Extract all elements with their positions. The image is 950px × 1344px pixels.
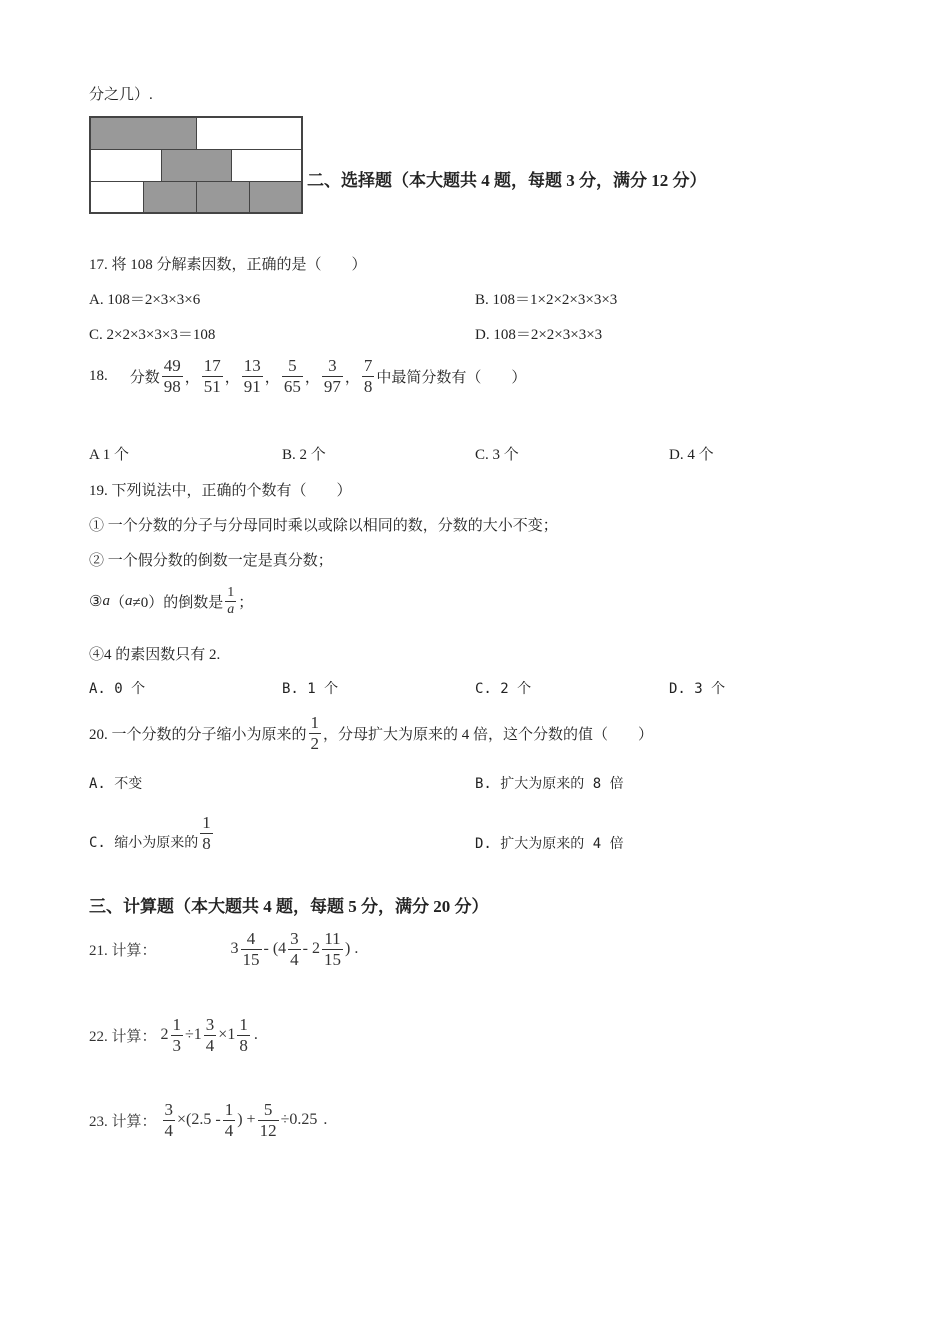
q19-statement-2: ② 一个假分数的倒数一定是真分数； (89, 553, 333, 569)
q18-option-c: C. 3 个 (475, 447, 519, 463)
q19-option-c: C. 2 个 (475, 681, 532, 697)
continued-text: 分之几）. (89, 87, 153, 103)
question-18-stem: 18. 分数 $\frac{49}{98}$ ， $\frac{17}{51}$ ， $\frac{13}{91}$ ， $\frac{5}{65}$ ， $\frac{3}{97}$ ， $\frac{7}{8}$ 中最简分数有（ ） (89, 355, 527, 396)
q19-statement-1: ① 一个分数的分子与分母同时乘以或除以相同的数，分数的大小不变； (89, 518, 558, 534)
q18-tail: 中最简分数有（ ） (376, 369, 527, 386)
q21-fraction: $\frac{11}{15}$ (324, 928, 341, 969)
q18-number: 18. (89, 367, 108, 384)
section-heading-calculation: 三、计算题（本大题共 4 题，每题 5 分，满分 20 分） (89, 897, 489, 916)
q18-option-a: A 1 个 (89, 447, 130, 463)
q17-option-d: D. 108＝2×2×3×3×3 (475, 327, 603, 343)
question-17-stem: 17. 将 108 分解素因数，正确的是（ ） (89, 257, 367, 273)
q18-fraction: $\frac{49}{98}$ (163, 355, 181, 396)
q20-option-a: A. 不变 (89, 776, 143, 792)
q22-fraction: $\frac{3}{4}$ (205, 1014, 215, 1055)
section-heading-choice: 二、选择题（本大题共 4 题，每题 3 分，满分 12 分） (307, 171, 707, 190)
q17-option-c: C. 2×2×3×3×3＝108 (89, 327, 216, 343)
figure-cell-shaded (196, 181, 250, 213)
q19-statement-4: ④4 的素因数只有 2. (89, 647, 221, 663)
q20-option-b: B. 扩大为原来的 8 倍 (475, 776, 624, 792)
q21-fraction: $\frac{3}{4}$ (290, 928, 299, 969)
figure-cell-blank (196, 117, 302, 150)
q23-fraction: $\frac{5}{12}$ (259, 1099, 277, 1140)
figure-cell-shaded (143, 181, 197, 213)
question-19-stem: 19. 下列说法中，正确的个数有（ ） (89, 483, 352, 499)
q20-option-c: C. 缩小为原来的 $\frac{1}{8}$ (89, 813, 211, 853)
figure-cell-blank (90, 149, 162, 182)
q20-fraction: $\frac{1}{2}$ (310, 712, 320, 753)
figure-cell-shaded (161, 149, 232, 182)
q17-option-a: A. 108＝2×3×3×6 (89, 292, 201, 308)
q18-fraction: $\frac{13}{91}$ (243, 355, 261, 396)
q20-option-d: D. 扩大为原来的 4 倍 (475, 836, 624, 852)
q20-option-c-fraction: $\frac{1}{8}$ (202, 813, 211, 853)
q21-fraction: $\frac{4}{15}$ (242, 928, 260, 969)
question-21: 21. 计算： 3 $\frac{4}{15}$ - (4 $\frac{3}{4}$ - 2 $\frac{11}{15}$ ) . (89, 928, 359, 969)
q19-option-d: D. 3 个 (669, 681, 726, 697)
q22-fraction: $\frac{1}{8}$ (239, 1014, 248, 1055)
q19-reciprocal-fraction: $\frac{1}{a}$ (227, 584, 235, 617)
q18-option-d: D. 4 个 (669, 447, 714, 463)
figure-cell-shaded (90, 117, 197, 150)
q18-fraction: $\frac{5}{65}$ (283, 355, 301, 396)
q18-fraction: $\frac{3}{97}$ (323, 355, 341, 396)
question-22: 22. 计算： 2 $\frac{1}{3}$ ÷1 $\frac{3}{4}$ ×1 $\frac{1}{8}$ . (89, 1014, 258, 1055)
shaded-rectangle-figure (89, 116, 303, 214)
q19-statement-3: ③ a （ a ≠0）的倒数是 $\frac{1}{a}$ ； (89, 584, 254, 617)
q19-option-b: B. 1 个 (282, 681, 339, 697)
q23-fraction: $\frac{1}{4}$ (224, 1099, 234, 1140)
q23-fraction: $\frac{3}{4}$ (164, 1099, 174, 1140)
figure-cell-blank (231, 149, 302, 182)
question-23: 23. 计算： $\frac{3}{4}$ ×(2.5 - $\frac{1}{4}$ ) + $\frac{5}{12}$ ÷0.25 . (89, 1099, 328, 1140)
q18-option-b: B. 2 个 (282, 447, 326, 463)
q22-fraction: $\frac{1}{3}$ (172, 1014, 182, 1055)
q18-fraction: $\frac{7}{8}$ (363, 355, 373, 396)
q18-lead: 分数 (129, 369, 160, 386)
q19-option-a: A. 0 个 (89, 681, 146, 697)
q17-option-b: B. 108＝1×2×2×3×3×3 (475, 292, 618, 308)
figure-cell-shaded (249, 181, 302, 213)
question-20-stem: 20. 一个分数的分子缩小为原来的 $\frac{1}{2}$ ，分母扩大为原来的 4 倍，这个分数的值（ ） (89, 712, 654, 753)
figure-cell-blank (90, 181, 144, 213)
q18-fraction: $\frac{17}{51}$ (203, 355, 221, 396)
